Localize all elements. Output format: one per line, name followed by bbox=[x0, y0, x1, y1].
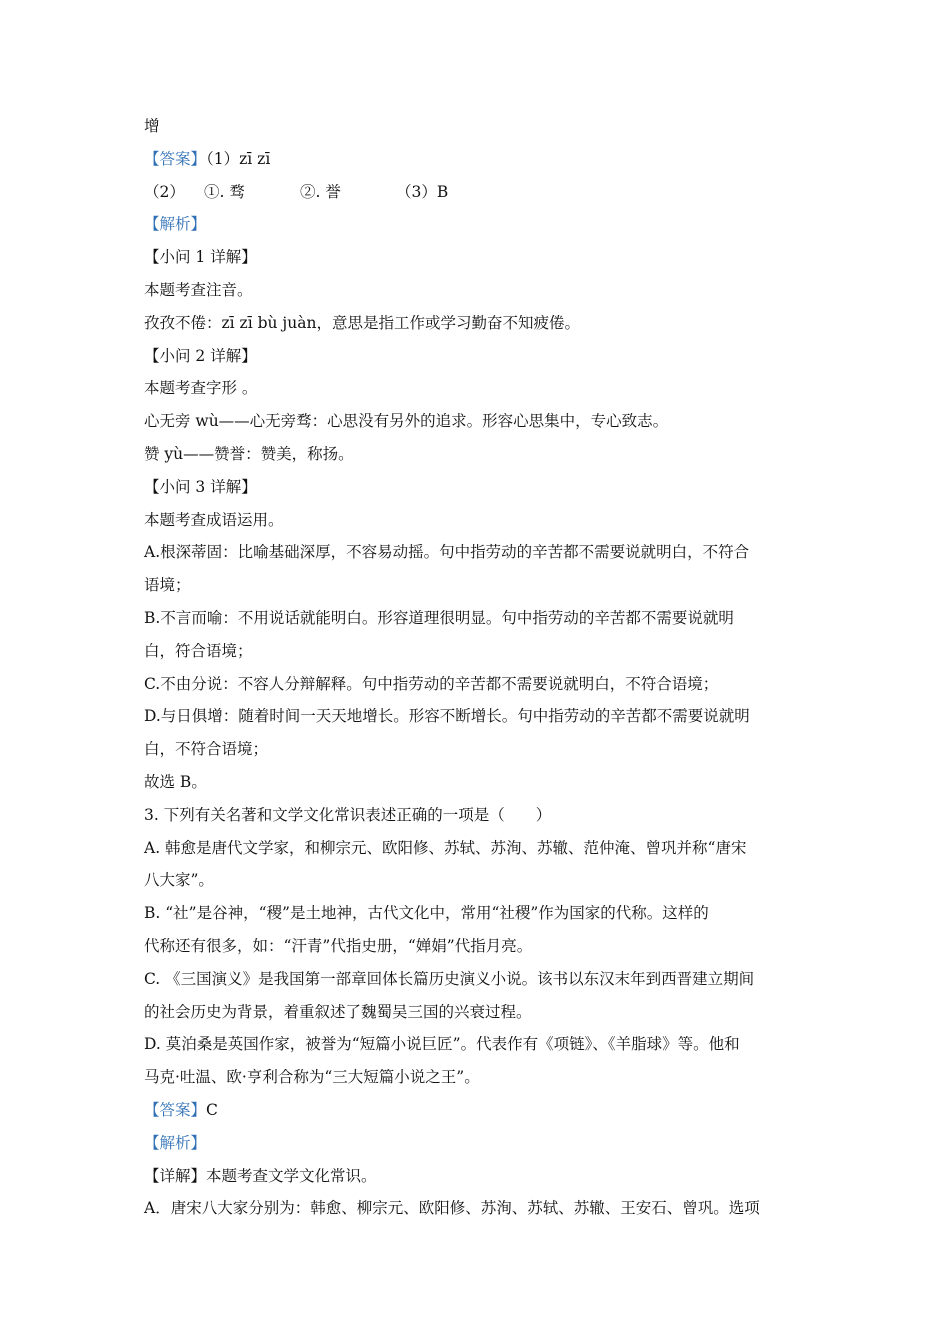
text-line: 增 bbox=[144, 117, 160, 135]
text-line: 赞 yù——赞誉：赞美，称扬。 bbox=[144, 444, 354, 463]
answer-parts-line bbox=[144, 176, 814, 209]
answer-part-2-1: ①. 骛 bbox=[204, 182, 245, 201]
text-line: 白，符合语境； bbox=[144, 641, 253, 660]
text-line: 故选 B。 bbox=[144, 772, 207, 791]
document-page bbox=[144, 110, 814, 1225]
text-line: A.根深蒂固：比喻基础深厚，不容易动摇。句中指劳动的辛苦都不需要说就明白，不符合 bbox=[144, 543, 750, 562]
option-c: C. 《三国演义》是我国第一部章回体长篇历史演义小说。该书以东汉末年到西晋建立期间 bbox=[144, 969, 755, 988]
text-line: A．唐宋八大家分别为：韩愈、柳宗元、欧阳修、苏洵、苏轼、苏辙、王安石、曾巩。选项 bbox=[144, 1199, 760, 1218]
answer-part-2-2: ②. 誉 bbox=[300, 182, 341, 201]
answer-text: （1）zī zī bbox=[206, 149, 271, 168]
answer-line bbox=[144, 1094, 814, 1127]
analysis-tag: 【解析】 bbox=[144, 1133, 207, 1152]
detail-heading: 【详解】本题考查文学文化常识。 bbox=[144, 1166, 377, 1185]
text-line: 本题考查成语运用。 bbox=[144, 510, 284, 529]
option-d-cont: 马克·吐温、欧·亨利合称为“三大短篇小说之王”。 bbox=[144, 1068, 480, 1087]
text-line: 语境； bbox=[144, 576, 191, 595]
subquestion-heading: 【小问 3 详解】 bbox=[144, 477, 257, 496]
text-line: 孜孜不倦：zī zī bù juàn，意思是指工作或学习勤奋不知疲倦。 bbox=[144, 313, 580, 332]
answer-part-2: （2） bbox=[144, 182, 185, 201]
option-a: A. 韩愈是唐代文学家，和柳宗元、欧阳修、苏轼、苏洵、苏辙、范仲淹、曾巩并称“唐宋 bbox=[144, 838, 747, 857]
subquestion-heading: 【小问 1 详解】 bbox=[144, 248, 257, 267]
question-stem: 3. 下列有关名著和文学文化常识表述正确的一项是（ ） bbox=[144, 805, 552, 824]
text-line: C.不由分说：不容人分辩解释。句中指劳动的辛苦都不需要说就明白，不符合语境； bbox=[144, 674, 719, 693]
option-a-cont: 八大家”。 bbox=[144, 871, 214, 890]
text-line: 心无旁 wù——心无旁骛：心思没有另外的追求。形容心思集中，专心致志。 bbox=[144, 412, 669, 431]
option-d: D. 莫泊桑是英国作家，被誉为“短篇小说巨匠”。代表作有《项链》、《羊脂球》等。他和 bbox=[144, 1035, 740, 1054]
answer-text: C bbox=[206, 1100, 218, 1119]
text-line: 白，不符合语境； bbox=[144, 740, 269, 759]
text-line: D.与日俱增：随着时间一天天地增长。形容不断增长。句中指劳动的辛苦都不需要说就明 bbox=[144, 707, 750, 726]
option-b: B. “社”是谷神，“稷”是土地神，古代文化中，常用“社稷”作为国家的代称。这样的 bbox=[144, 904, 709, 923]
text-line: 本题考查注音。 bbox=[144, 280, 253, 299]
answer-line bbox=[144, 143, 814, 176]
analysis-tag: 【解析】 bbox=[144, 215, 207, 234]
option-b-cont: 代称还有很多，如：“汗青”代指史册，“婵娟”代指月亮。 bbox=[144, 936, 533, 955]
answer-tag: 【答案】 bbox=[144, 1100, 207, 1119]
answer-part-3: （3）B bbox=[396, 182, 449, 201]
text-line: 本题考查字形 。 bbox=[144, 379, 258, 398]
subquestion-heading: 【小问 2 详解】 bbox=[144, 346, 257, 365]
option-c-cont: 的社会历史为背景，着重叙述了魏蜀吴三国的兴衰过程。 bbox=[144, 1002, 532, 1021]
text-line: B.不言而喻：不用说话就能明白。形容道理很明显。句中指劳动的辛苦都不需要说就明 bbox=[144, 608, 734, 627]
answer-tag: 【答案】 bbox=[144, 149, 207, 168]
